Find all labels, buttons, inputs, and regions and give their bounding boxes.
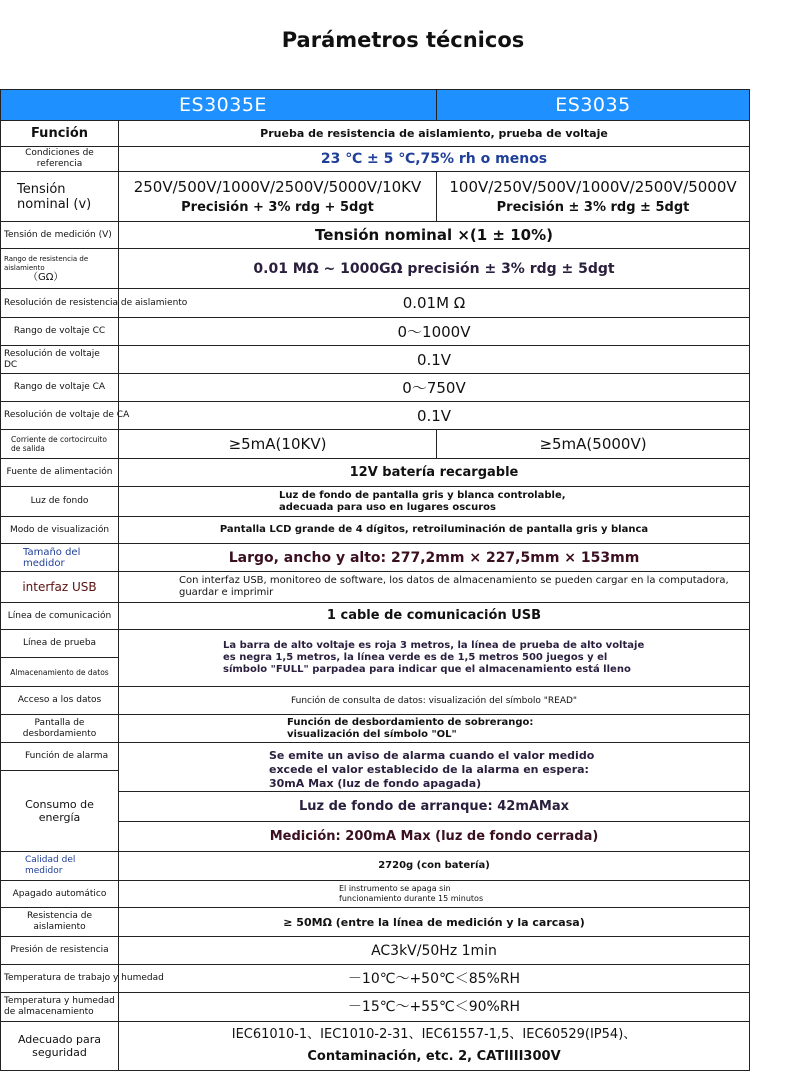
alarma-value: Se emite un aviso de alarma cuando el valor medido excede el valor establecido de la alarma en espera: 30mA Max (luz de fondo apagada) — [119, 743, 750, 792]
row-value: AC3kV/50Hz 1min — [119, 937, 750, 965]
row-label: Rango de voltaje CA — [1, 374, 119, 402]
row-label: Tensión de medición (V) — [1, 222, 119, 249]
row-label: Fuente de alimentación — [1, 459, 119, 487]
row-value: 0.01M Ω — [119, 289, 750, 318]
table-row — [1, 172, 750, 222]
row-label: Rango de voltaje CC — [1, 318, 119, 346]
table-row — [1, 908, 750, 937]
row-label: Línea de comunicación — [1, 603, 119, 630]
table-row — [1, 402, 750, 430]
row-value — [119, 1022, 750, 1071]
row-label: Luz de fondo — [1, 487, 119, 517]
table-row — [1, 289, 750, 318]
row-value: Función de consulta de datos: visualización del símbolo "READ" — [119, 687, 750, 715]
row-value: La barra de alto voltaje es roja 3 metros, la línea de prueba de alto voltaje es negra 1,5 metros, la línea verde es de 1,5 metros 500 juegos y el símbolo "FULL" parpadea para indicar que el almacenamiento está lleno — [119, 630, 750, 687]
row-label — [1, 249, 119, 289]
row-value: Pantalla LCD grande de 4 dígitos, retroiluminación de pantalla gris y blanca — [119, 517, 750, 544]
row-label: Resolución de voltaje DC — [1, 346, 119, 374]
table-row — [1, 687, 750, 715]
row-value: Largo, ancho y alto: 277,2mm × 227,5mm × 153mm — [119, 544, 750, 572]
table-row — [1, 630, 750, 658]
row-value: Prueba de resistencia de aislamiento, prueba de voltaje — [119, 121, 750, 147]
table-row — [1, 249, 750, 289]
row-label: Resolución de resistencia de aislamiento — [1, 289, 119, 318]
row-label: Temperatura de trabajo y humedad — [1, 965, 119, 993]
row-label: interfaz USB — [1, 572, 119, 603]
row-value: Tensión nominal ×(1 ± 10%) — [119, 222, 750, 249]
row-label: Pantalla de desbordamiento — [1, 715, 119, 743]
table-row — [1, 121, 750, 147]
row-value: 23 ℃ ± 5 ℃,75% rh o menos — [119, 147, 750, 172]
table-row — [1, 572, 750, 603]
model-header-right: ES3035 — [437, 90, 750, 121]
corriente-left: ≥5mA(10KV) — [119, 430, 437, 459]
row-label: Modo de visualización — [1, 517, 119, 544]
table-row — [1, 430, 750, 459]
row-label: Resistencia de aislamiento — [1, 908, 119, 937]
row-value: Luz de fondo de pantalla gris y blanca controlable, adecuada para uso en lugares oscuros — [119, 487, 750, 517]
table-row — [1, 374, 750, 402]
row-value: 2720g (con batería) — [119, 852, 750, 881]
row-value: 0～1000V — [119, 318, 750, 346]
row-value: ≥ 50MΩ (entre la línea de medición y la carcasa) — [119, 908, 750, 937]
row-value: El instrumento se apaga sin funcionamiento durante 15 minutos — [119, 881, 750, 908]
row-label: Tensión nominal (v) — [1, 172, 119, 222]
table-row — [1, 346, 750, 374]
row-label-line1: Rango de resistencia de aislamiento — [4, 254, 89, 272]
corriente-right: ≥5mA(5000V) — [437, 430, 750, 459]
model-header-left: ES3035E — [1, 90, 437, 121]
row-label: Calidad del medidor — [1, 852, 119, 881]
consumo-value-1: Luz de fondo de arranque: 42mAMax — [119, 792, 750, 822]
row-label: Corriente de cortocircuito de salida — [1, 430, 119, 459]
table-row — [1, 743, 750, 771]
table-row — [1, 459, 750, 487]
row-label: Tamaño del medidor — [1, 544, 119, 572]
row-label: Acceso a los datos — [1, 687, 119, 715]
row-label: Apagado automático — [1, 881, 119, 908]
page-title: Parámetros técnicos — [281, 28, 525, 52]
table-row — [1, 937, 750, 965]
row-value: 0.1V — [119, 402, 750, 430]
tension-right — [437, 172, 750, 222]
tension-left-values: 250V/500V/1000V/2500V/5000V/10KV — [133, 177, 422, 196]
row-label: Adecuado para seguridad — [1, 1022, 119, 1071]
table-row — [1, 993, 750, 1022]
table-row — [1, 222, 750, 249]
header-row — [1, 90, 750, 121]
tension-right-values: 100V/250V/500V/1000V/2500V/5000V — [449, 177, 737, 196]
row-value: 1 cable de comunicación USB — [119, 603, 750, 630]
row-label: Temperatura y humedad de almacenamiento — [1, 993, 119, 1022]
row-value: －15℃～+55℃＜90%RH — [119, 993, 750, 1022]
seguridad-line2: Contaminación, etc. 2, CATIIII300V — [307, 1049, 561, 1064]
row-label: Resolución de voltaje de CA — [1, 402, 119, 430]
table-row — [1, 881, 750, 908]
table-row — [1, 852, 750, 881]
row-value: 0.1V — [119, 346, 750, 374]
row-value: 12V batería recargable — [119, 459, 750, 487]
row-value: 0.01 MΩ ~ 1000GΩ precisión ± 3% rdg ± 5dgt — [119, 249, 750, 289]
tension-left-precision: Precisión + 3% rdg + 5dgt — [181, 199, 374, 215]
table-row — [1, 544, 750, 572]
row-value: Con interfaz USB, monitoreo de software, los datos de almacenamiento se pueden cargar en la computadora, guardar e imprimir — [119, 572, 750, 603]
table-row — [1, 603, 750, 630]
row-label-line2: （GΩ） — [28, 271, 64, 283]
row-label: Condiciones de referencia — [1, 147, 119, 172]
seguridad-line1: IEC61010-1、IEC1010-2-31、IEC61557-1,5、IEC60529(IP54)、 — [231, 1027, 637, 1042]
spec-table — [0, 89, 750, 1071]
consumo-value-2: Medición: 200mA Max (luz de fondo cerrada) — [119, 822, 750, 852]
row-value: Función de desbordamiento de sobrerango: visualización del símbolo "OL" — [119, 715, 750, 743]
table-row — [1, 318, 750, 346]
table-row — [1, 965, 750, 993]
tension-right-precision: Precisión ± 3% rdg ± 5dgt — [496, 199, 690, 215]
table-row — [1, 715, 750, 743]
table-row — [1, 1022, 750, 1071]
row-label: Presión de resistencia — [1, 937, 119, 965]
tension-left — [119, 172, 437, 222]
row-label: Almacenamiento de datos — [1, 658, 119, 687]
row-label: Función — [1, 121, 119, 147]
table-row — [1, 147, 750, 172]
row-value: －10℃～+50℃＜85%RH — [119, 965, 750, 993]
row-label: Línea de prueba — [1, 630, 119, 658]
table-row — [1, 487, 750, 517]
consumo-label: Consumo de energía — [1, 771, 119, 852]
row-value: 0～750V — [119, 374, 750, 402]
row-label: Función de alarma — [1, 743, 119, 771]
table-row — [1, 517, 750, 544]
